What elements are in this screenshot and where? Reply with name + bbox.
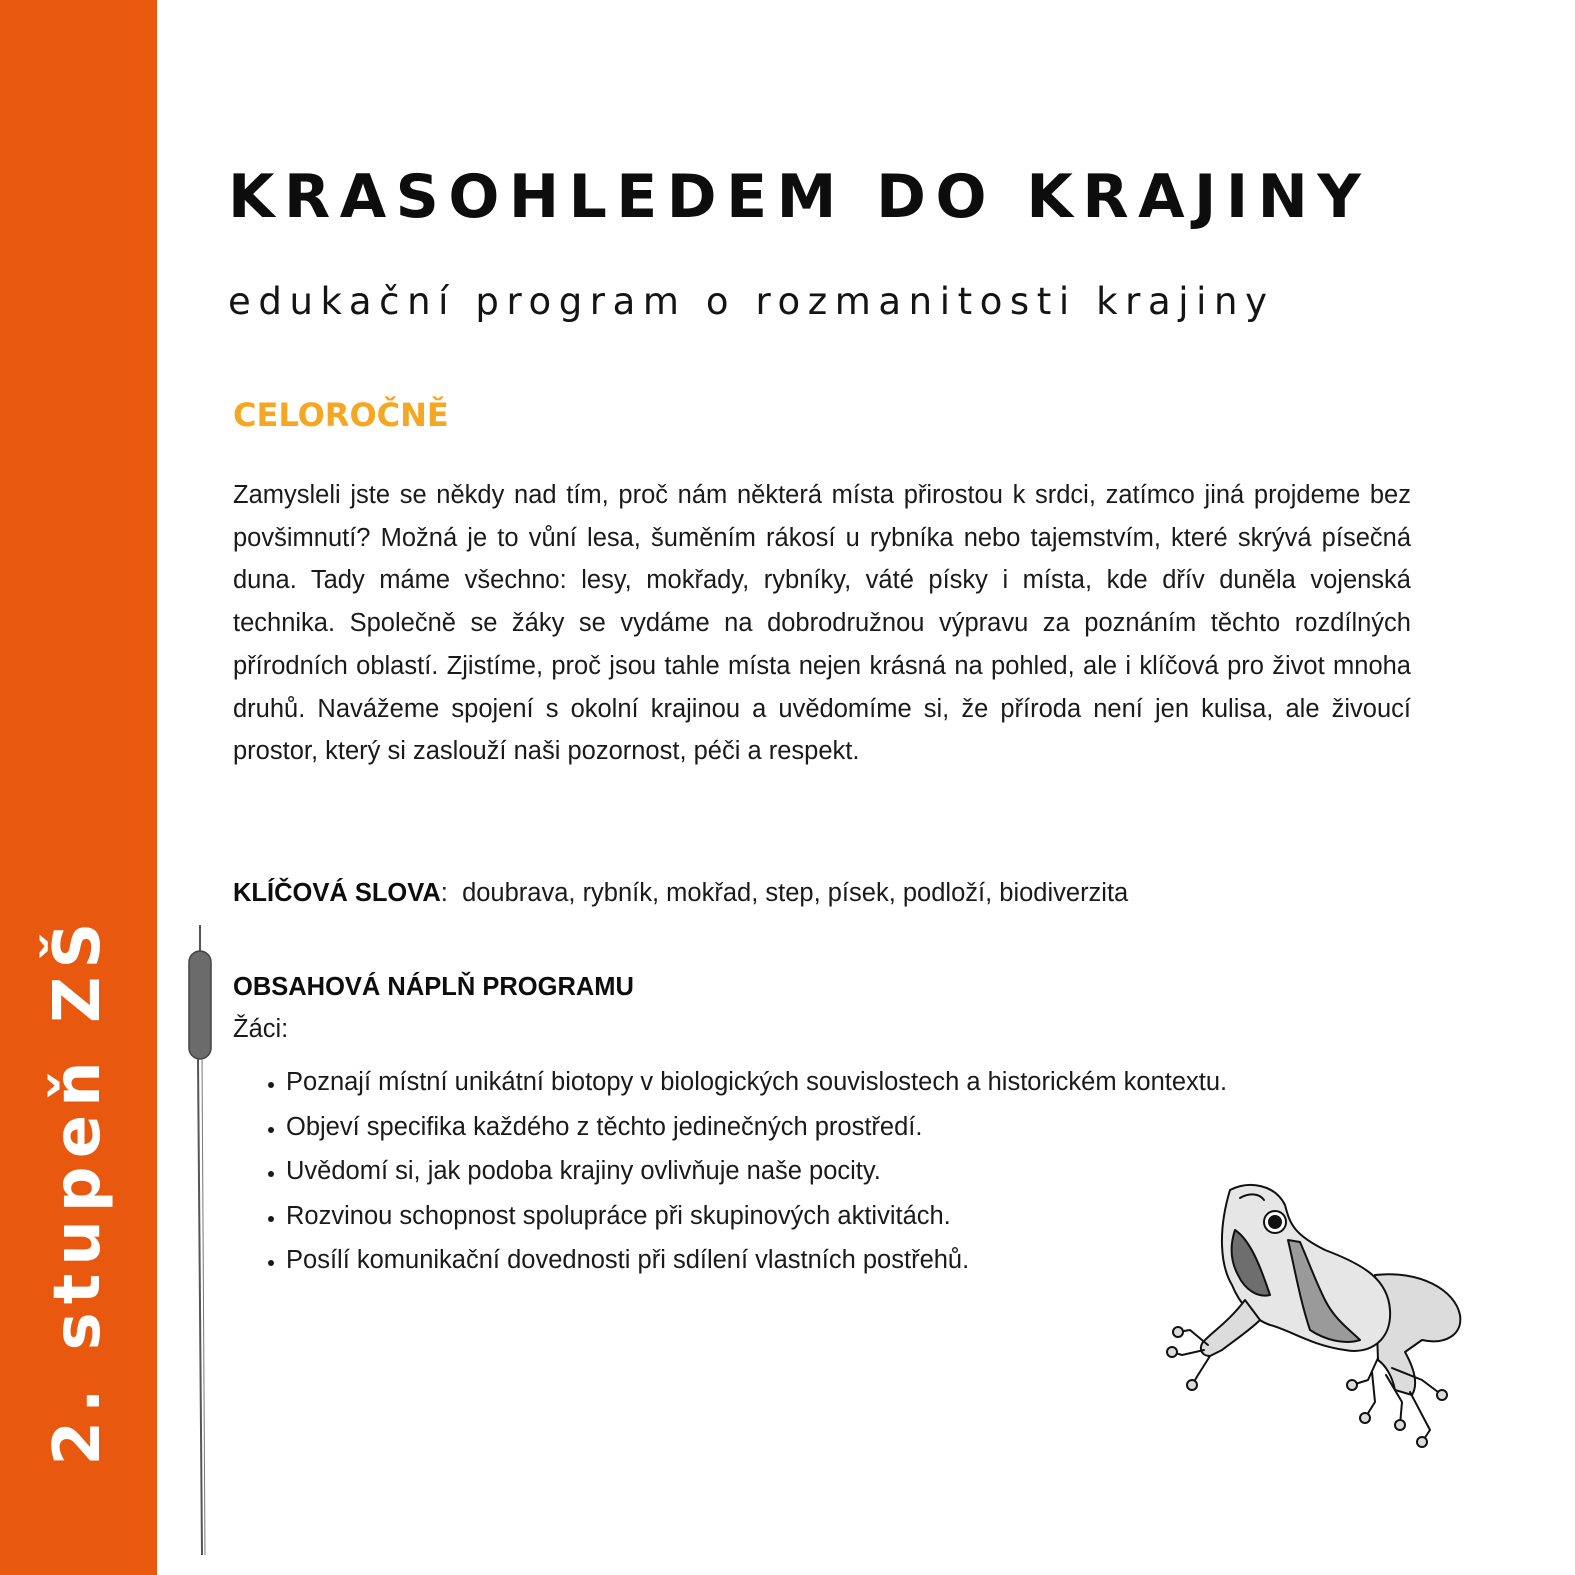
side-band: [0, 0, 157, 1575]
season-badge: CELOROČNĚ: [233, 396, 449, 434]
keywords-line: [233, 872, 1128, 914]
list-item: • Poznají místní unikátní biotopy v biologických souvislostech a historickém kontextu.: [286, 1060, 1411, 1105]
list-item: • Rozvinou schopnost spolupráce při skupinových aktivitách.: [286, 1194, 1411, 1239]
intro-paragraph: Zamysleli jste se někdy nad tím, proč nám některá místa přirostou k srdci, zatímco jiná projdeme bez povšimnutí? Možná je to vůní lesa, šuměním rákosí u rybníka nebo tajemstvím, které skrývá písečná duna. Tady máme všechno: lesy, mokřady, rybníky, váté písky i místa, kde dřív duněla vojenská technika. Společně se žáky se vydáme na dobrodružnou výpravu za poznáním těchto rozdílných přírodních oblastí. Zjistíme, proč jsou tahle místa nejen krásná na pohled, ale i klíčová pro život mnoha druhů. Navážeme spojení s okolní krajinou a uvědomíme si, že příroda není jen kulisa, ale živoucí prostor, který si zaslouží naši pozornost, péči a respekt.: [233, 481, 1411, 766]
keywords-colon: :: [440, 879, 463, 907]
grade-label: 2. stupeň ZŠ: [41, 914, 115, 1466]
keywords-label: KLÍČOVÁ SLOVA: [233, 879, 441, 907]
list-item: • Uvědomí si, jak podoba krajiny ovlivňuje naše pocity.: [286, 1149, 1411, 1194]
reed-illustration: [180, 925, 220, 1555]
students-label: Žáci:: [233, 1015, 289, 1043]
keywords-values: doubrava, rybník, mokřad, step, písek, podloží, biodiverzita: [462, 879, 1129, 907]
frog-illustration: [1160, 1180, 1470, 1455]
list-item: • Posílí komunikační dovednosti při sdílení vlastních postřehů.: [286, 1238, 1411, 1283]
content-heading: OBSAHOVÁ NÁPLŇ PROGRAMU: [233, 973, 634, 1001]
page-subtitle: edukační program o rozmanitosti krajiny: [228, 280, 1275, 323]
page-title: KRASOHLEDEM DO KRAJINY: [228, 162, 1371, 232]
list-item: • Objeví specifika každého z těchto jedinečných prostředí.: [286, 1105, 1411, 1150]
